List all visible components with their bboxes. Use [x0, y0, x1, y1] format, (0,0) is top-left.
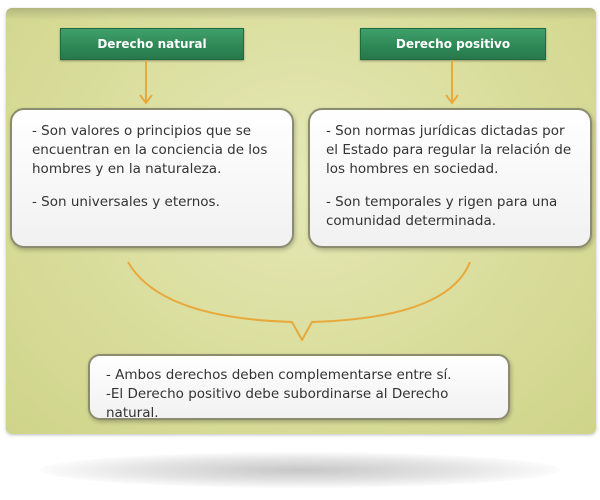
card-left-text-1: - Son valores o principios que se encuentran en la conciencia de los hombres y en la naturaleza. — [32, 123, 268, 177]
header-derecho-natural: Derecho natural — [60, 28, 244, 60]
header-derecho-positivo: Derecho positivo — [360, 28, 546, 60]
card-derecho-natural — [10, 108, 294, 248]
arrow-down-left-icon — [140, 60, 152, 103]
card-left-text-2: - Son universales y eternos. — [32, 194, 220, 210]
arrow-down-right-icon — [446, 60, 458, 103]
card-right-text-1: - Son normas jurídicas dictadas por el Estado para regular la relación de los hombres en sociedad. — [326, 123, 572, 177]
card-conclusion — [88, 354, 510, 420]
card-bottom-text-1: - Ambos derechos deben complementarse entre sí. — [106, 367, 452, 383]
card-right-text-2: - Son temporales y rigen para una comunidad determinada. — [326, 194, 558, 229]
card-bottom-text-2: -El Derecho positivo debe subordinarse al Derecho natural. — [106, 386, 449, 421]
merge-brace-icon — [128, 262, 470, 340]
card-derecho-positivo — [308, 108, 592, 248]
